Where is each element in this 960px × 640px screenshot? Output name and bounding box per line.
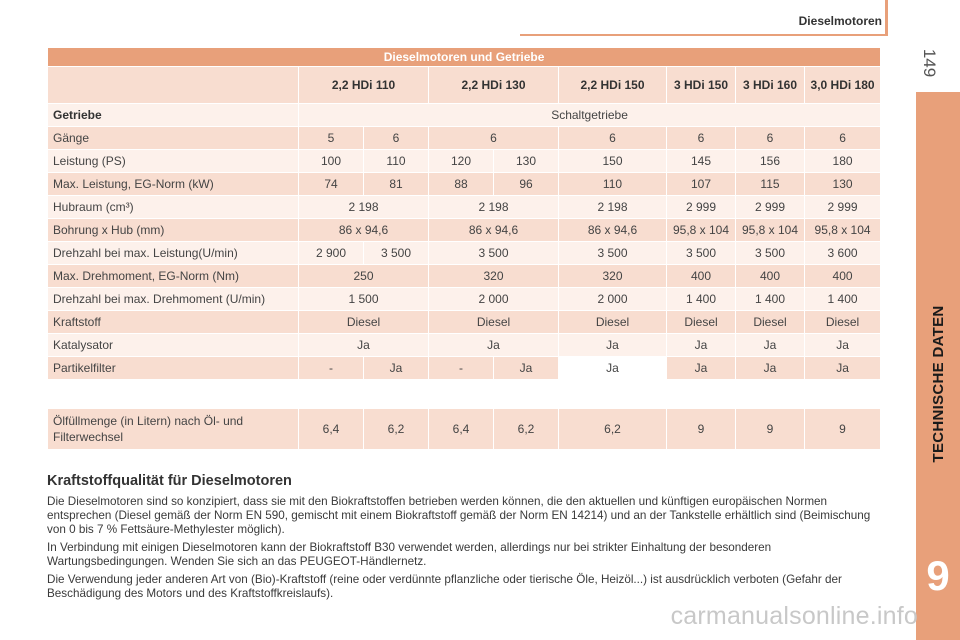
table-row [48,334,880,356]
table-cell: 2 999 [667,196,735,218]
getriebe-value: Schaltgetriebe [299,104,880,126]
row-label: Katalysator [48,334,298,356]
table-cell: 2 000 [429,288,558,310]
section-body [47,495,892,605]
table-cell: 95,8 x 104 [667,219,735,241]
model-header: 3,0 HDi 180 [805,67,880,103]
table-cell: 320 [559,265,666,287]
chapter-number: 9 [926,552,950,599]
model-header: 3 HDi 160 [736,67,804,103]
header-rule [520,34,888,36]
table-cell: 1 400 [805,288,880,310]
table-row [48,219,880,241]
table-caption-row [48,48,880,66]
table-cell: Diesel [805,311,880,333]
table-cell: 120 [429,150,493,172]
table-cell: 2 198 [299,196,428,218]
table-cell: 400 [805,265,880,287]
table-cell: 130 [494,150,558,172]
table-cell: 6 [805,127,880,149]
table-cell: 2 198 [559,196,666,218]
row-label: Bohrung x Hub (mm) [48,219,298,241]
table-cell: 1 400 [667,288,735,310]
table-cell: 115 [736,173,804,195]
table-cell: 6,4 [429,409,493,449]
page-number: 149 [920,48,939,78]
table-cell: 3 500 [559,242,666,264]
row-label: Drehzahl bei max. Leistung(U/min) [48,242,298,264]
table-cell: - [429,357,493,379]
table-cell: Ja [805,357,880,379]
table-caption: Dieselmotoren und Getriebe [48,48,880,66]
table-cell: 3 500 [364,242,428,264]
getriebe-label: Getriebe [48,104,298,126]
table-cell: 145 [667,150,735,172]
table-cell: 2 999 [736,196,804,218]
table-cell: 3 500 [667,242,735,264]
table-cell: 156 [736,150,804,172]
model-header-blank [48,67,298,103]
table-row [48,311,880,333]
table-cell: Ja [667,357,735,379]
table-cell: 150 [559,150,666,172]
table-cell: Ja [559,357,666,379]
table-cell: 74 [299,173,363,195]
table-cell: 6 [364,127,428,149]
table-cell: 95,8 x 104 [805,219,880,241]
table-cell: 81 [364,173,428,195]
table-cell: 1 500 [299,288,428,310]
table-cell: 2 000 [559,288,666,310]
header-accent-tick [885,0,888,34]
table-cell: 110 [364,150,428,172]
table-cell: Ja [299,334,428,356]
table-cell: 6,4 [299,409,363,449]
row-label: Drehzahl bei max. Drehmoment (U/min) [48,288,298,310]
table-cell: 400 [736,265,804,287]
table-cell: Ja [667,334,735,356]
section-title: Kraftstoffqualität für Dieselmotoren [47,473,292,489]
model-header: 3 HDi 150 [667,67,735,103]
paragraph: In Verbindung mit einigen Dieselmotoren kann der Biokraftstoff B30 verwendet werden, allerdings nur bei strikter Einhaltung der besonderen Wartungsbedingungen. Wenden Sie sich an das PEUGEOT-Händlernetz. [47,541,772,568]
row-label: Max. Leistung, EG-Norm (kW) [48,173,298,195]
table-row [48,357,880,379]
table-cell: Diesel [299,311,428,333]
chapter-title: TECHNISCHE DATEN [929,305,947,463]
table-cell: 88 [429,173,493,195]
paragraph: Die Verwendung jeder anderen Art von (Bio)-Kraftstoff (reine oder verdünnte pflanzliche oder tierische Öle, Heizöl...) ist ausdrücklich verboten (Gefahr der Beschädigung des Motors und des Kraftstoffkreislaufs). [47,573,842,600]
table-cell: 250 [299,265,428,287]
row-label: Gänge [48,127,298,149]
oil-capacity-table [47,408,881,450]
model-header: 2,2 HDi 150 [559,67,666,103]
table-cell: 5 [299,127,363,149]
watermark: carmanualsonline.info [670,602,918,630]
table-cell: Diesel [736,311,804,333]
table-cell: 6 [667,127,735,149]
oil-capacity-row [48,409,880,449]
table-cell: 110 [559,173,666,195]
table-cell: 320 [429,265,558,287]
table-cell: Ja [494,357,558,379]
table-row [48,173,880,195]
table-cell: Ja [736,357,804,379]
table-cell: 100 [299,150,363,172]
table-cell: 6,2 [559,409,666,449]
table-cell: 86 x 94,6 [299,219,428,241]
table-cell: 3 500 [736,242,804,264]
table-cell: Ja [559,334,666,356]
table-cell: 3 600 [805,242,880,264]
table-cell: 6,2 [494,409,558,449]
table-row [48,196,880,218]
table-cell: 400 [667,265,735,287]
table-row [48,127,880,149]
table-row [48,242,880,264]
table-cell: 6,2 [364,409,428,449]
table-row [48,288,880,310]
table-cell: Ja [429,334,558,356]
oil-capacity-label: Ölfüllmenge (in Litern) nach Öl- und Filterwechsel [48,409,298,449]
table-cell: Ja [736,334,804,356]
row-label: Hubraum (cm³) [48,196,298,218]
table-row [48,265,880,287]
table-cell: 180 [805,150,880,172]
row-label: Max. Drehmoment, EG-Norm (Nm) [48,265,298,287]
table-cell: Diesel [559,311,666,333]
table-cell: 1 400 [736,288,804,310]
table-cell: 6 [429,127,558,149]
row-label: Leistung (PS) [48,150,298,172]
table-cell: 96 [494,173,558,195]
table-cell: Ja [364,357,428,379]
table-cell: 107 [667,173,735,195]
row-label: Kraftstoff [48,311,298,333]
table-cell: 6 [736,127,804,149]
model-header: 2,2 HDi 110 [299,67,428,103]
table-cell: 9 [736,409,804,449]
running-header: Dieselmotoren [798,14,882,28]
chapter-sidebar [916,92,960,640]
paragraph: Die Dieselmotoren sind so konzipiert, dass sie mit den Biokraftstoffen betrieben werden können, die den aktuellen und künftigen europäischen Normen entsprechen (Diesel gemäß der Norm EN 590, gemischt mit einem Biokraftstoff gemäß der Norm EN 14214) und an der Tankstelle erhältlich sind (Beimischung von 0 bis 7 % Fettsäure-Methylester möglich). [47,495,871,536]
row-label: Partikelfilter [48,357,298,379]
engine-spec-table [47,47,881,380]
table-cell: 130 [805,173,880,195]
table-cell: 9 [667,409,735,449]
table-cell: 3 500 [429,242,558,264]
table-cell: Ja [805,334,880,356]
table-cell: 86 x 94,6 [429,219,558,241]
model-header-row [48,67,880,103]
table-cell: 2 900 [299,242,363,264]
table-row [48,150,880,172]
table-cell: - [299,357,363,379]
table-cell: 9 [805,409,880,449]
table-cell: 86 x 94,6 [559,219,666,241]
table-cell: 2 198 [429,196,558,218]
table-cell: 2 999 [805,196,880,218]
model-header: 2,2 HDi 130 [429,67,558,103]
table-cell: 95,8 x 104 [736,219,804,241]
table-cell: Diesel [667,311,735,333]
getriebe-row [48,104,880,126]
table-cell: 6 [559,127,666,149]
table-cell: Diesel [429,311,558,333]
